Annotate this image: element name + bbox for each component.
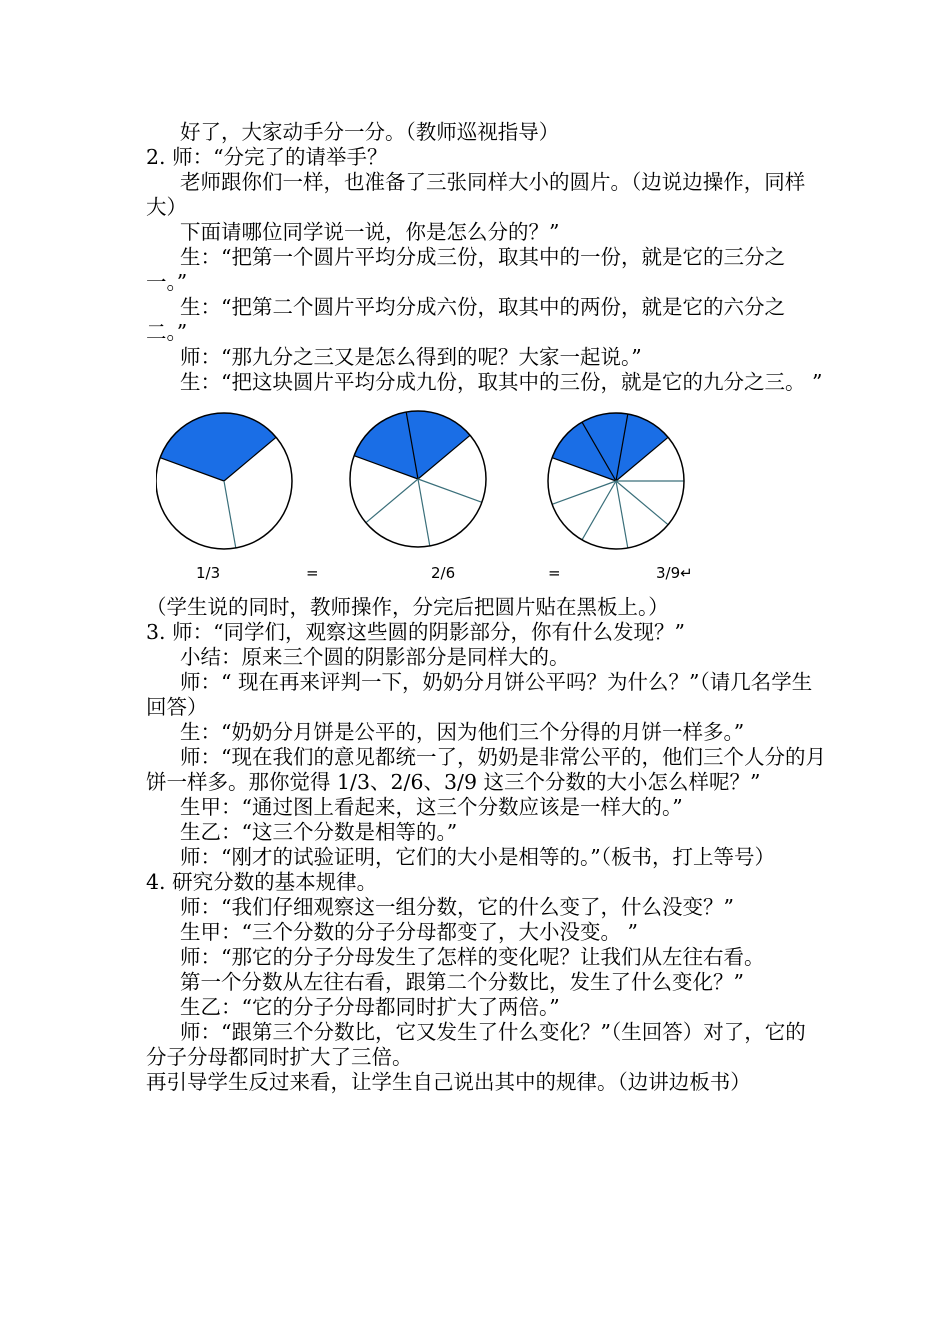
label-one-third: 1/3 <box>196 564 221 582</box>
text-line: 好了，大家动手分一分。（教师巡视指导） <box>180 120 560 144</box>
text-block-top <box>146 120 826 395</box>
text-line: 2. 师：“分完了的请举手？ <box>146 145 388 169</box>
text-line: 老师跟你们一样，也准备了三张同样大小的圆片。（边说边操作，同样大） <box>146 170 806 219</box>
division-line <box>582 481 616 540</box>
text-line: 3. 师：“同学们，观察这些圆的阴影部分，你有什么发现？” <box>146 620 686 644</box>
label-equals-1: = <box>306 564 319 582</box>
fraction-circles-figure <box>156 401 716 591</box>
division-line <box>418 479 430 546</box>
text-line: 生甲：“三个分数的分子分母都变了，大小没变。 ” <box>180 920 638 944</box>
text-line: 师：“现在我们的意见都统一了，奶奶是非常公平的，他们三个人分的月饼一样多。那你觉得 1/3、2/6、3/9 这三个分数的大小怎么样呢？” <box>146 745 826 794</box>
text-line: 生甲：“通过图上看起来，这三个分数应该是一样大的。” <box>180 795 683 819</box>
division-line <box>366 479 418 523</box>
text-line: 师：“刚才的试验证明，它们的大小是相等的。”（板书，打上等号） <box>180 845 775 869</box>
text-line: 4. 研究分数的基本规律。 <box>146 870 378 894</box>
text-line: 生乙：“这三个分数是相等的。” <box>180 820 458 844</box>
text-line: 生乙：“它的分子分母都同时扩大了两倍。” <box>180 995 560 1019</box>
division-line <box>552 481 616 504</box>
label-two-sixths: 2/6 <box>431 564 456 582</box>
text-line: 再引导学生反过来看，让学生自己说出其中的规律。（边讲边板书） <box>146 1070 751 1094</box>
division-line <box>616 481 628 548</box>
text-line: 生：“把第一个圆片平均分成三份，取其中的一份，就是它的三分之一。” <box>146 245 785 294</box>
division-line <box>616 481 668 525</box>
text-line: 下面请哪位同学说一说，你是怎么分的？” <box>180 220 560 244</box>
text-line: 师：“我们仔细观察这一组分数，它的什么变了，什么没变？” <box>180 895 734 919</box>
label-equals-2: = <box>548 564 561 582</box>
text-line: 师：“那九分之三又是怎么得到的呢？大家一起说。” <box>180 345 642 369</box>
fraction-circle-3 <box>156 413 292 549</box>
text-line: 师：“跟第三个分数比，它又发生了什么变化？”（生回答）对了，它的分子分母都同时扩大了三倍。 <box>146 1020 806 1069</box>
label-three-ninths: 3/9↵ <box>656 564 693 582</box>
division-line <box>224 481 236 548</box>
text-line: 师：“那它的分子分母发生了怎样的变化呢？让我们从左往右看。 <box>180 945 765 969</box>
text-line: 师：“ 现在再来评判一下，奶奶分月饼公平吗？为什么？”（请几名学生回答） <box>146 670 813 719</box>
text-block-bottom <box>146 595 826 1095</box>
text-line: （学生说的同时，教师操作，分完后把圆片贴在黑板上。） <box>146 595 669 619</box>
text-line: 第一个分数从左往右看，跟第二个分数比，发生了什么变化？” <box>180 970 744 994</box>
text-line: 生：“把第二个圆片平均分成六份，取其中的两份，就是它的六分之二。” <box>146 295 785 344</box>
division-line <box>418 479 482 502</box>
document-page <box>146 120 826 1095</box>
fraction-circle-9 <box>548 413 684 549</box>
text-line: 生：“奶奶分月饼是公平的，因为他们三个分得的月饼一样多。” <box>180 720 745 744</box>
text-line: 小结：原来三个圆的阴影部分是同样大的。 <box>180 645 570 669</box>
text-line: 生：“把这块圆片平均分成九份，取其中的三份，就是它的九分之三。 ” <box>180 370 823 394</box>
fraction-circle-6 <box>350 411 486 547</box>
